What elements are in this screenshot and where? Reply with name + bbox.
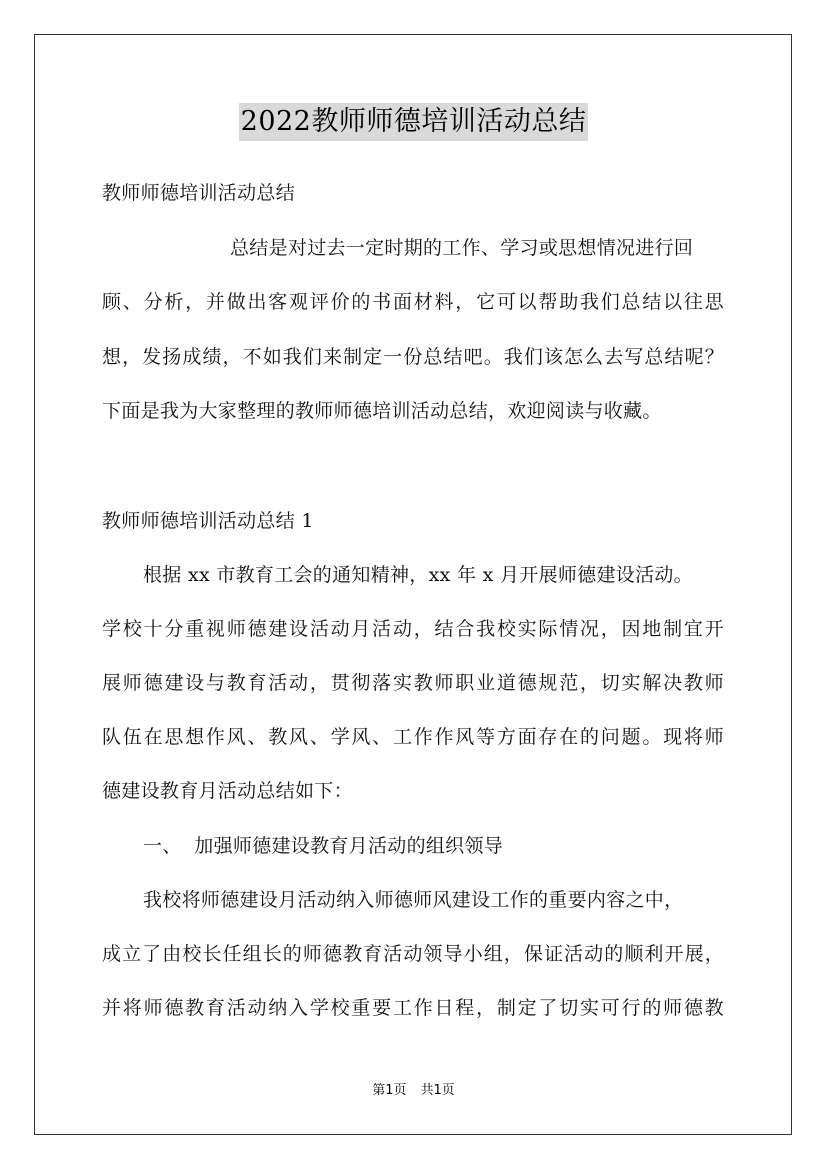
document-subtitle: 教师师德培训活动总结: [102, 182, 296, 204]
section-heading: 教师师德培训活动总结 1: [102, 510, 314, 532]
intro-line-3: 想，发扬成绩，不如我们来制定一份总结吧。我们该怎么去写总结呢？: [102, 346, 724, 368]
intro-line-1: 总结是对过去一定时期的工作、学习或思想情况进行回: [230, 237, 694, 259]
title-container: [0, 103, 827, 141]
section-line-1: 根据 xx 市教育工会的通知精神，xx 年 x 月开展师德建设活动。: [143, 564, 693, 586]
intro-line-4: 下面是我为大家整理的教师师德培训活动总结，欢迎阅读与收藏。: [102, 400, 662, 422]
section-line-2: 学校十分重视师德建设活动月活动，结合我校实际情况，因地制宜开: [102, 618, 724, 640]
subheading: 一、 加强师德建设教育月活动的组织领导: [143, 835, 504, 857]
page-total: 共1页: [420, 1083, 455, 1098]
page-number: 第1页: [372, 1083, 407, 1098]
intro-line-2: 顾、分析，并做出客观评价的书面材料，它可以帮助我们总结以往思: [102, 291, 724, 313]
page-footer: [0, 1082, 827, 1100]
section-line-3: 展师德建设与教育活动，贯彻落实教师职业道德规范，切实解决教师: [102, 672, 724, 694]
subsection-line-2: 成立了由校长任组长的师德教育活动领导小组，保证活动的顺利开展，: [102, 943, 724, 965]
section-line-4: 队伍在思想作风、教风、学风、工作作风等方面存在的问题。现将师: [102, 726, 724, 748]
subsection-line-3: 并将师德教育活动纳入学校重要工作日程，制定了切实可行的师德教: [102, 997, 724, 1019]
section-line-5: 德建设教育月活动总结如下：: [102, 780, 353, 802]
subsection-line-1: 我校将师德建设月活动纳入师德师风建设工作的重要内容之中，: [143, 889, 684, 911]
document-title: 2022教师师德培训活动总结: [239, 103, 589, 141]
